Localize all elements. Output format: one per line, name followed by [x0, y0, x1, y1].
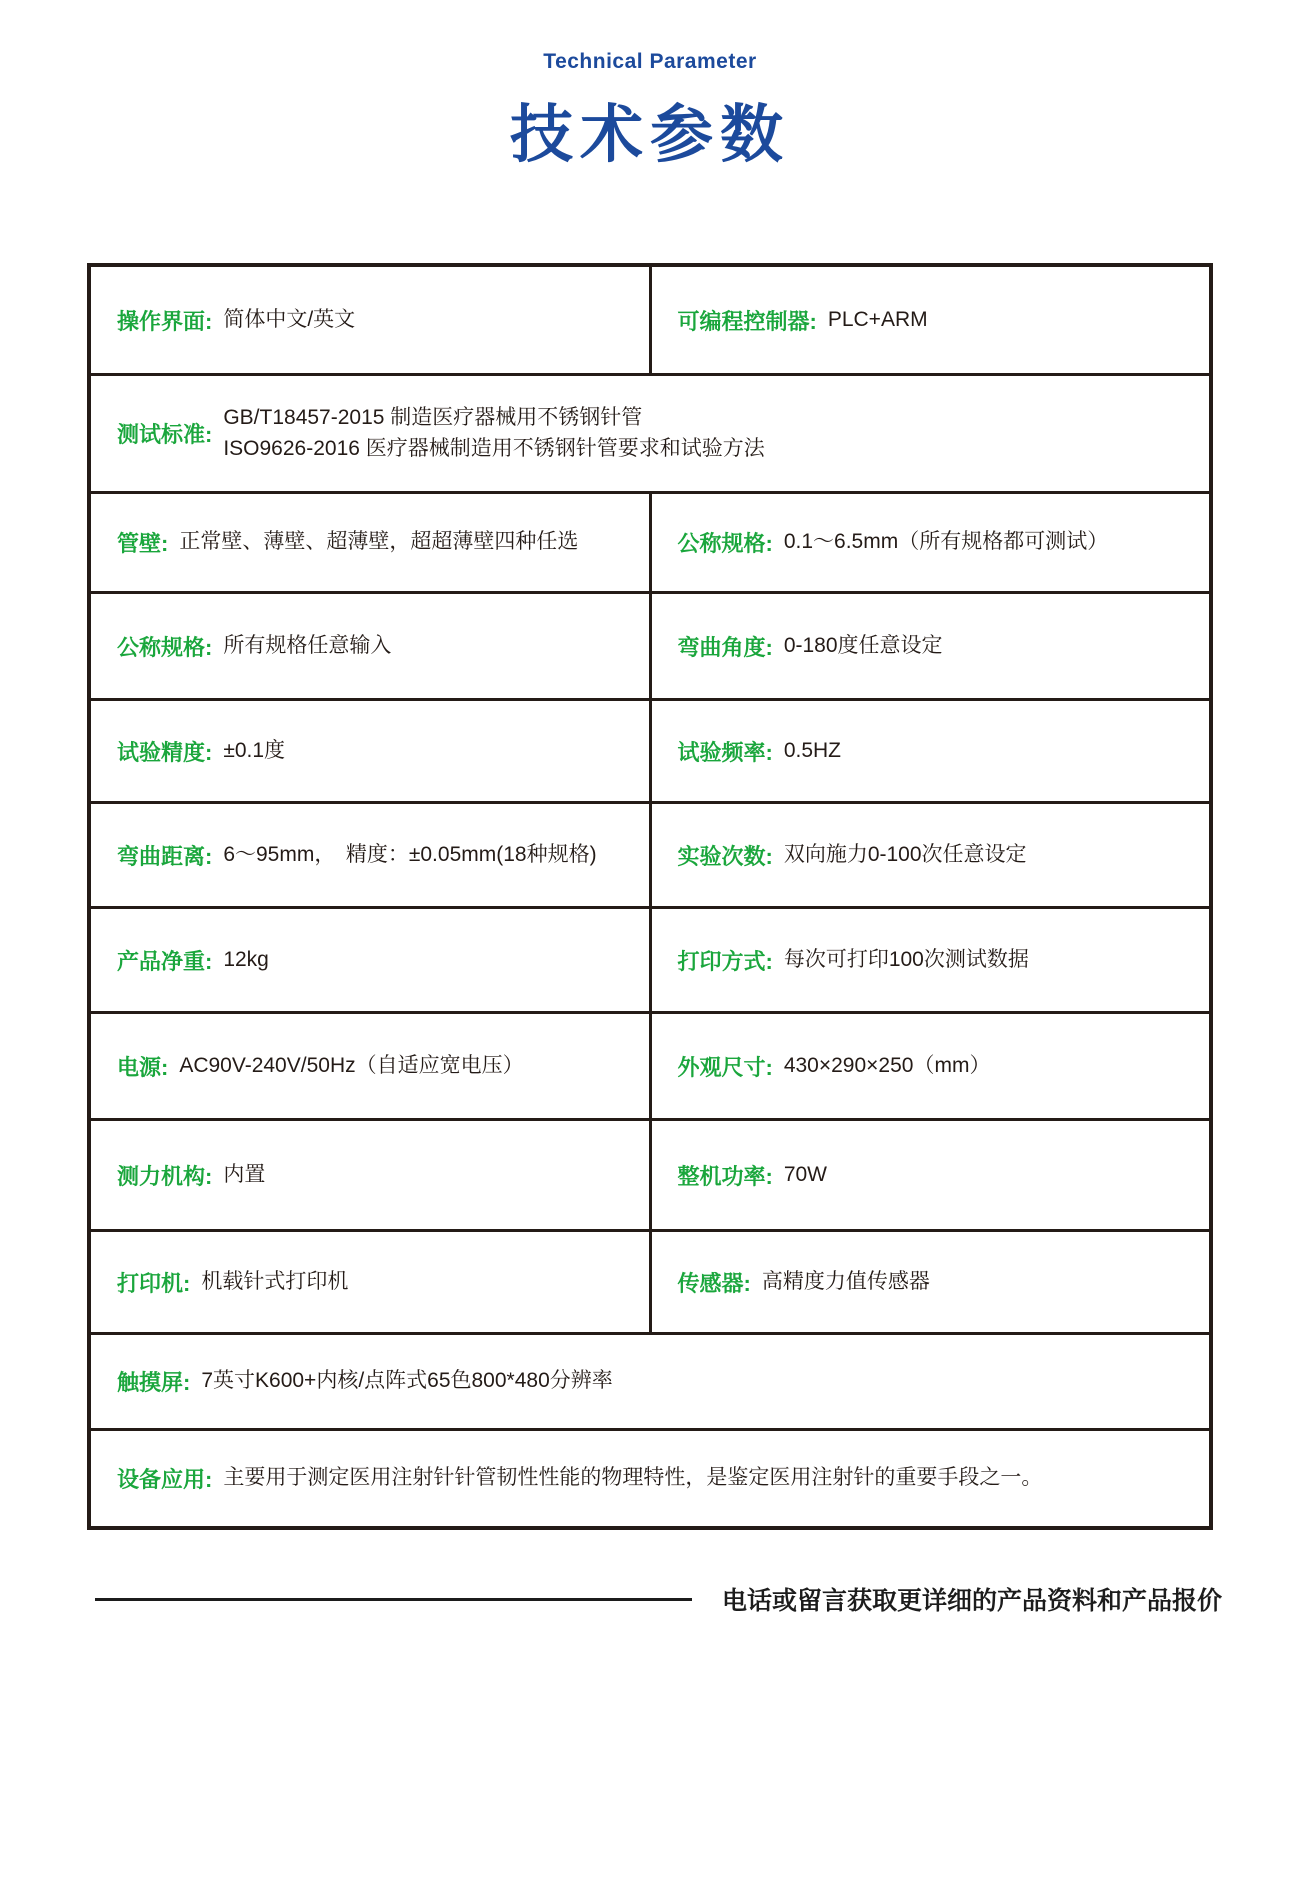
spec-value-lines — [223, 403, 764, 464]
cell-test-count — [649, 804, 1210, 906]
spec-value: 内置 — [223, 1162, 266, 1186]
cell-sensor — [649, 1232, 1210, 1332]
cell-printer — [91, 1232, 649, 1332]
table-row-test-standard — [91, 376, 1209, 494]
spec-label: 产品净重: — [117, 948, 213, 974]
spec-label: 整机功率: — [677, 1163, 773, 1189]
spec-label: 弯曲距离: — [117, 843, 213, 869]
cell-test-standard — [91, 376, 1209, 491]
cell-tube-wall — [91, 494, 649, 591]
spec-label: 管壁: — [117, 531, 169, 556]
table-row-force-mechanism — [91, 1121, 1209, 1232]
spec-label: 打印机: — [117, 1270, 191, 1296]
table-row-touch-screen — [91, 1335, 1209, 1431]
spec-label: 试验频率: — [677, 739, 773, 765]
spec-value: 主要用于测定医用注射针针管韧性性能的物理特性，是鉴定医用注射针的重要手段之一。 — [223, 1466, 1043, 1490]
table-row-test-accuracy — [91, 701, 1209, 804]
table-row-net-weight — [91, 909, 1209, 1014]
cell-bend-angle — [649, 594, 1210, 698]
cell-test-frequency — [649, 701, 1210, 801]
spec-label: 实验次数: — [677, 843, 773, 869]
cell-test-accuracy — [91, 701, 649, 801]
spec-value: 简体中文/英文 — [223, 307, 356, 331]
cell-dimensions — [649, 1014, 1210, 1118]
spec-value: ±0.1度 — [223, 738, 286, 762]
spec-value: 430×290×250（mm） — [783, 1053, 991, 1077]
spec-label: 弯曲角度: — [677, 634, 773, 660]
spec-label: 公称规格: — [677, 531, 773, 556]
cell-total-power — [649, 1121, 1210, 1229]
spec-value: AC90V-240V/50Hz（自适应宽电压） — [179, 1053, 524, 1077]
table-row-operation-interface — [91, 267, 1209, 376]
spec-value: 70W — [783, 1162, 828, 1186]
spec-label: 打印方式: — [677, 948, 773, 974]
cell-programmable-controller — [649, 267, 1210, 373]
spec-label: 可编程控制器: — [677, 308, 817, 334]
cell-power-supply — [91, 1014, 649, 1118]
page-subtitle: Technical Parameter — [543, 50, 757, 73]
spec-label: 公称规格: — [117, 634, 213, 660]
cell-operation-interface — [91, 267, 649, 373]
spec-label: 电源: — [117, 1054, 169, 1080]
table-row-nominal-spec-input — [91, 594, 1209, 701]
spec-label: 设备应用: — [117, 1467, 213, 1492]
footer — [95, 1582, 1223, 1616]
spec-label: 触摸屏: — [117, 1370, 191, 1395]
cell-touch-screen — [91, 1335, 1209, 1428]
spec-value: 0.5HZ — [783, 738, 842, 762]
table-row-application — [91, 1431, 1209, 1526]
table-row-printer — [91, 1232, 1209, 1335]
spec-value: 每次可打印100次测试数据 — [783, 947, 1029, 971]
spec-value: 0.1～6.5mm（所有规格都可测试） — [783, 530, 1109, 554]
spec-label: 试验精度: — [117, 739, 213, 765]
spec-value-line: ISO9626-2016 医疗器械制造用不锈钢针管要求和试验方法 — [223, 436, 765, 460]
spec-value: 所有规格任意输入 — [223, 633, 392, 657]
spec-value: 双向施力0-100次任意设定 — [783, 842, 1027, 866]
cell-bend-distance — [91, 804, 649, 906]
cell-nominal-spec-input — [91, 594, 649, 698]
cell-force-mechanism — [91, 1121, 649, 1229]
spec-label: 测试标准: — [117, 422, 213, 447]
cell-net-weight — [91, 909, 649, 1011]
spec-value: 7英寸K600+内核/点阵式65色800*480分辨率 — [201, 1369, 613, 1393]
table-row-power-supply — [91, 1014, 1209, 1121]
spec-label: 操作界面: — [117, 308, 213, 334]
page-title: 技术参数 — [510, 100, 790, 170]
spec-value: 正常壁、薄壁、超薄壁，超超薄壁四种任选 — [179, 530, 579, 554]
spec-value: PLC+ARM — [827, 307, 928, 331]
table-row-bend-distance — [91, 804, 1209, 909]
spec-value: 机载针式打印机 — [201, 1269, 349, 1293]
spec-value: 12kg — [223, 947, 269, 971]
spec-label: 测力机构: — [117, 1163, 213, 1189]
footer-note: 电话或留言获取更详细的产品资料和产品报价 — [722, 1587, 1223, 1615]
spec-label: 传感器: — [677, 1270, 751, 1296]
cell-nominal-spec-range — [649, 494, 1210, 591]
spec-value: 6～95mm， 精度：±0.05mm(18种规格) — [223, 842, 597, 866]
cell-application — [91, 1431, 1209, 1526]
spec-label: 外观尺寸: — [677, 1054, 773, 1080]
spec-value: 0-180度任意设定 — [783, 633, 943, 657]
table-row-tube-wall — [91, 494, 1209, 594]
cell-print-mode — [649, 909, 1210, 1011]
spec-value: 高精度力值传感器 — [761, 1269, 930, 1293]
spec-table — [87, 263, 1213, 1530]
footer-divider-line — [95, 1598, 692, 1601]
spec-value-line: GB/T18457-2015 制造医疗器械用不锈钢针管 — [223, 406, 643, 430]
